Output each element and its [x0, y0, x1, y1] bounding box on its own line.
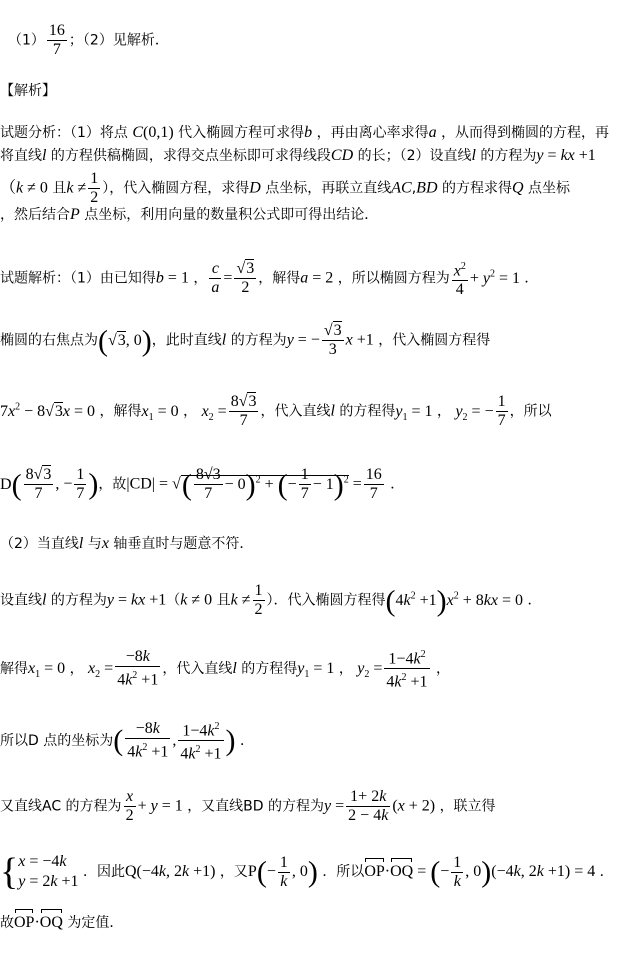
- solution-text: 解得: [0, 660, 28, 677]
- solution-text: 轴垂直时与题意不符．: [113, 536, 254, 552]
- equation-system: x = −4k y = 2k +1: [18, 853, 79, 890]
- solution-text: ，又直线BD 的方程为: [187, 798, 325, 815]
- analysis-text: 且: [52, 180, 67, 197]
- fraction: $\frac{1+ 2k}{2 - 4k}$: [348, 788, 389, 824]
- solution-text: 所以D 点的坐标为: [0, 732, 114, 749]
- solution-line-9: 又直线AC 的方程为 $\frac{x}{2}$ + y = 1 ，又直线BD 的方程为y = $\frac{1+ 2k}{2 - 4k}$ (x + 2) ，联立得: [0, 788, 496, 824]
- solution-text: ，联立得: [439, 798, 496, 815]
- analysis-line-3: （k ≠ 0 且k ≠ $\frac{1}{2}$ ），代入椭圆方程，求得D 点坐标，再联立直线AC,BD 的方程求得Q 点坐标: [0, 170, 570, 206]
- answer-part1-label: （1）: [8, 32, 45, 49]
- solution-text: ．因此: [82, 864, 125, 880]
- solution-text: ，所以: [509, 403, 552, 420]
- solution-text: ）．代入椭圆方程得: [266, 592, 386, 609]
- solution-line-1: 试题解析：（1）由已知得b = 1 ， $\frac{c}{a}$ = $\frac{√3}{2}$ ，解得a = 2 ，所以椭圆方程为 $\frac{x^2}{4}$ + $y^2 = 1$ ．: [0, 258, 630, 299]
- solution-line-5: （2）当直线l 与x 轴垂直时与题意不符．: [0, 535, 254, 552]
- fraction: $\frac{√3}{3}$: [323, 322, 342, 358]
- solution-text: 的方程为: [230, 332, 287, 349]
- solution-line-6: 设直线l 的方程为y = kx +1（k ≠ 0 且k ≠ $\frac{1}{2}$ ）．代入椭圆方程得$(4k^2 +1)x^2 + 8kx = 0$ ．: [0, 582, 542, 618]
- solution-line-7: 解得$x_1 = 0$ ， $x_2$ = $\frac{-8k}{4k^2 +1}$ ，代入直线l 的方程得$y_1 = 1$ ， $y_2$ = $\frac{1-4k^2}{4k^2 +1}$ ，: [0, 646, 630, 692]
- analysis-text: 的方程为: [480, 148, 537, 164]
- solution-line-11: 故OP·OQ 为定值．: [0, 912, 630, 934]
- analysis-text: 代入椭圆方程可求得: [178, 125, 305, 141]
- fraction: $\frac{8√3}{7}$: [25, 466, 52, 502]
- answer-numerator: 16: [48, 22, 65, 39]
- analysis-text: （1）将点: [70, 125, 128, 141]
- solution-text: ，解得: [258, 270, 301, 287]
- fraction: $\frac{16}{7}$: [365, 466, 382, 502]
- solution-line-2: 椭圆的右焦点为(√3, 0)，此时直线l 的方程为y = − $\frac{√3}{3}$ x +1 ，代入椭圆方程得: [0, 322, 491, 358]
- analysis-text: ，再由离心率求得: [316, 125, 429, 141]
- fraction: $\frac{c}{a}$: [211, 260, 220, 297]
- solution-line-3: $7x^2 - 8√3x = 0$ ，解得$x_1 = 0$ ， $x_2$ = $\frac{8√3}{7}$ ，代入直线l 的方程得$y_1 = 1$ ， $y_2$ = − $\frac{1}{7}$ ，所以: [0, 393, 552, 429]
- analysis-line-2: 将直线l 的方程供稿椭圆，求得交点坐标即可求得线段CD 的长；（2）设直线l 的方程为y = kx +1: [0, 147, 596, 164]
- answer-denominator: 7: [52, 41, 61, 58]
- answer-line: [8, 22, 630, 59]
- analysis-text: 点坐标，再联立直线: [265, 180, 392, 197]
- solution-line-4: D( $\frac{8√3}{7}$ , − $\frac{1}{7}$ )，故|CD| = √( $\frac{8√3}{7}$ − 0)$^2$ + (− $\frac{1}{7}$ − 1)$^2$ = $\frac{16}{7}$ ．: [0, 466, 405, 503]
- fraction: $\frac{1}{k}$: [453, 853, 462, 890]
- analysis-text: 的方程求得: [441, 180, 512, 197]
- fraction: $\frac{x^2}{4}$: [452, 258, 468, 299]
- fraction: $\frac{1}{7}$: [76, 466, 85, 502]
- solution-text: ，所以椭圆方程为: [337, 270, 450, 287]
- fraction: $\frac{1}{k}$: [279, 853, 288, 890]
- analysis-text: ，从而得到椭圆的方程，再: [441, 125, 610, 141]
- solution-label: 试题解析：: [0, 270, 70, 287]
- section-title: 【解析】: [0, 83, 56, 99]
- solution-text: 又直线AC 的方程为: [0, 798, 122, 815]
- fraction: $\frac{x}{2}$: [125, 788, 134, 824]
- solution-text: 的方程得: [339, 403, 396, 420]
- answer-fraction: [47, 22, 67, 59]
- solution-line-10: { x = −4k y = 2k +1 ．因此Q(−4k, 2k +1) ，又P(− $\frac{1}{k}$ , 0) ．所以OP·OQ = (− $\frac{1}{k}$ , 0)(−4k, 2k +1) = 4 ．: [0, 851, 614, 893]
- solution-text: 椭圆的右焦点为: [0, 332, 98, 349]
- analysis-line-4: ，然后结合P 点坐标，利用向量的数量积公式即可得出结论．: [0, 206, 379, 223]
- fraction: $\frac{1}{2}$: [90, 170, 99, 206]
- solution-text: ，此时直线: [151, 332, 222, 349]
- solution-text: ，故: [98, 476, 127, 493]
- analysis-text: 点坐标，利用向量的数量积公式即可得出结论．: [84, 207, 379, 223]
- solution-text: 且: [216, 592, 231, 609]
- fraction: $\frac{-8k}{4k^2 +1}$: [127, 720, 169, 761]
- fraction: $\frac{√3}{2}$: [236, 260, 255, 297]
- fraction: $\frac{1-4k^2}{4k^2 +1}$: [384, 646, 429, 692]
- analysis-line-1: 试题分析：（1）将点 C(0,1) 代入椭圆方程可求得b ，再由离心率求得a ，从而得到椭圆的方程，再: [0, 124, 610, 141]
- solution-text: ，代入椭圆方程得: [378, 332, 491, 349]
- analysis-text: ，然后结合: [0, 207, 70, 223]
- analysis-text: 的方程供稿椭圆，求得交点坐标即可求得线段: [50, 148, 331, 164]
- analysis-text: 的长；（2）设直线: [357, 148, 472, 164]
- fraction: $\frac{-8k}{4k^2 +1}$: [117, 648, 159, 689]
- solution-line-8: 所以D 点的坐标为( $\frac{-8k}{4k^2 +1}$ , $\frac{1-4k^2}{4k^2 +1}$ ) ．: [0, 718, 630, 764]
- solution-text: 的方程得: [241, 660, 298, 677]
- solution-text: ，代入直线: [260, 403, 331, 420]
- fraction: $\frac{1}{2}$: [254, 582, 263, 618]
- fraction: $\frac{1}{7}$: [497, 393, 506, 429]
- solution-text: ，又: [219, 864, 248, 880]
- fraction: $\frac{1-4k^2}{4k^2 +1}$: [178, 718, 223, 764]
- solution-text: 故: [0, 915, 14, 931]
- analysis-text: 将直线: [0, 148, 42, 164]
- analysis-text: 点坐标: [527, 180, 570, 197]
- analysis-label: 试题分析：: [0, 125, 70, 141]
- analysis-text: ），代入椭圆方程，求得: [102, 180, 250, 197]
- solution-text: ，解得: [99, 403, 142, 420]
- solution-text: ，代入直线: [162, 660, 233, 677]
- fraction: $\frac{8√3}{7}$: [230, 393, 257, 429]
- solution-text: ．所以: [322, 864, 365, 880]
- answer-part2-label: ；（2）见解析．: [68, 32, 169, 49]
- solution-text: 与: [87, 536, 102, 552]
- solution-text: 为定值．: [67, 915, 124, 931]
- solution-text: 的方程为: [50, 592, 107, 609]
- solution-text: 设直线: [0, 592, 42, 609]
- solution-text: （1）由已知得: [70, 270, 156, 287]
- solution-text: （2）当直线: [0, 536, 79, 552]
